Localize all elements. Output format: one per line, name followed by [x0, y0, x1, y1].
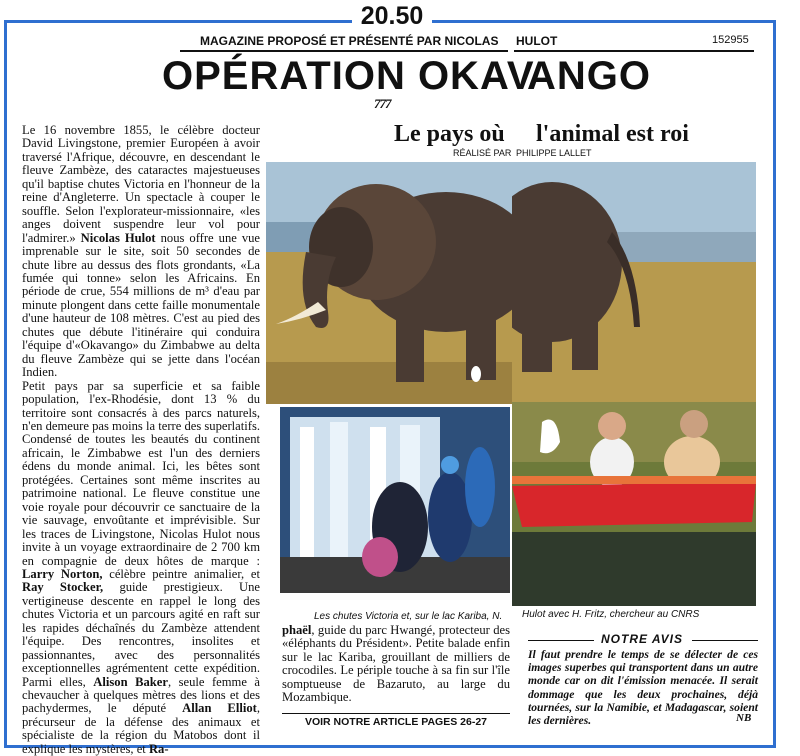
p1-text-a: Le 16 novembre 1855, le célèbre docteur David Livingstone, premier Européen à avoir traversé l'Afrique, découvre, en descendant le fleuve Zambèze, des cataractes majestueuses qu'il baptise chutes Victoria en l'honneur de la reine d'Angleterre. Un spectacle à couper le souffle. Selon l'explorateur-missionnaire, «les anges doivent suspendre leur vol pour l'admirer.»	[22, 123, 260, 245]
credit-name: PHILIPPE LALLET	[516, 148, 592, 158]
avis-heading: NOTRE AVIS	[600, 632, 683, 646]
see-pages-link: VOIR NOTRE ARTICLE PAGES 26-27	[282, 713, 510, 728]
subtitle-right: l'animal est roi	[536, 121, 689, 147]
p2-name-stocker: Ray Stocker,	[22, 580, 104, 595]
elephant-illustration	[266, 162, 512, 404]
p2-text-b: célèbre peintre animalier, et	[102, 566, 260, 581]
header-rule-left	[180, 50, 508, 52]
cont-name-raphael: phaël	[282, 623, 312, 637]
p1-name-hulot: Nicolas Hulot	[80, 230, 156, 245]
elephant-photo-left	[266, 162, 512, 404]
presenter-name: HULOT	[516, 34, 558, 48]
article-continuation	[282, 624, 510, 704]
p2-name-elliot: Allan Elliot	[182, 701, 257, 716]
canoe-illustration	[512, 402, 756, 606]
p2-text-d: , seule femme à chevaucher à quelques mètres des lions et des pachydermes, le député	[22, 674, 261, 716]
main-title-left: OPÉRATION OKAV	[162, 54, 535, 98]
falls-caption: Les chutes Victoria et, sur le lac Kariba, N.	[314, 611, 503, 622]
credit-label: RÉALISÉ PAR	[453, 148, 512, 158]
falls-illustration	[280, 407, 510, 593]
article-body	[22, 124, 260, 756]
canoe-caption: Hulot avec H. Fritz, chercheur au CNRS	[522, 609, 700, 620]
p2-name-baker: Alison Baker	[93, 674, 168, 689]
presenter-line: MAGAZINE PROPOSÉ ET PRÉSENTÉ PAR NICOLAS	[200, 34, 499, 48]
broadcast-time: 20.50	[352, 2, 432, 30]
avis-signature: NB	[736, 712, 752, 724]
paragraph-1	[22, 124, 260, 380]
canoe-photo	[512, 402, 756, 606]
paragraph-2	[22, 380, 260, 756]
p2-text-c: guide prestigieux. Une vertigineuse descente en rappel le long des chutes Victoria et un parcours agité en raft sur les rapides déchaînés du Zambèze attendent l'équipe. Des rencontres, insolites et passionnantes, avec des personnalités exceptionnelles agrémentent cette expédition. Parmi elles,	[22, 580, 260, 689]
p1-text-b: nous offre une vue imprenable sur le site, soit 50 secondes de chute libre au dessus des flots grondants, «La fumée qui tonne» selon les Africains. En période de crue, 554 millions de m³ d'eau par minute plongent dans cette faille monumentale d'une hauteur de 108 mètres. C'est au pied des chutes que débute l'itinéraire qui conduira l'équipe d'«Okavango» du Zimbabwe au delta du fleuve Zambèze qui se jette dans l'océan Indien.	[22, 230, 260, 380]
elephant-rear-illustration	[512, 162, 756, 402]
cont-text: , guide du parc Hwangé, protecteur des «éléphants du Président». Petite balade enfin sur le lac Kariba, grouillant de milliers de crocodiles. Le périple touche à sa fin sur l'île somptueuse de Bazaruto, au large du Mozambique.	[282, 623, 510, 705]
p2-name-norton: Larry Norton,	[22, 566, 103, 581]
avis-text: Il faut prendre le temps de se délecter de ces images superbes qui transportent dans un autre monde car on dit l'émission menacée. Il serait dommage que les deux prochaines, déjà tournées, sur la Namibie, et Madagascar, soient les dernières.	[528, 648, 758, 728]
reference-code: 152955	[712, 34, 749, 46]
victoria-falls-photo	[278, 405, 512, 595]
p2-name-ra: Ra-	[148, 741, 169, 756]
header-rule-right	[514, 50, 754, 52]
p2-text-a: Petit pays par sa superficie et sa faible population, l'ex-Rhodésie, dont 13 % du territoire sont consacrés à des parcs naturels, n'en demeure pas moins la terre des superlatifs. Condensé de toutes les beautés du continent africain, le Zimbabwe est l'un des derniers édens du monde animal. Ici, les bêtes sont protégées. Certaines sont même inscrites au patrimoine national. Le fleuve constitue une voie royale pour découvrir ce sanctuaire de la vie sauvage, envoûtante et imprévisible. Sur les traces de Livingstone, Nicolas Hulot nous invite à un voyage extraordinaire de 2 700 km en compagnie de deux hôtes de marque :	[22, 378, 260, 568]
p2-text-e: , précurseur de la défense des animaux et spécialiste de la région du Matobos dont il explique les mystères, et	[22, 701, 260, 756]
elephant-photo-right	[512, 162, 756, 402]
subtitle-left: Le pays où	[394, 121, 505, 147]
main-title-right: ANGO	[527, 54, 651, 98]
title-ornament: 777	[374, 96, 391, 111]
